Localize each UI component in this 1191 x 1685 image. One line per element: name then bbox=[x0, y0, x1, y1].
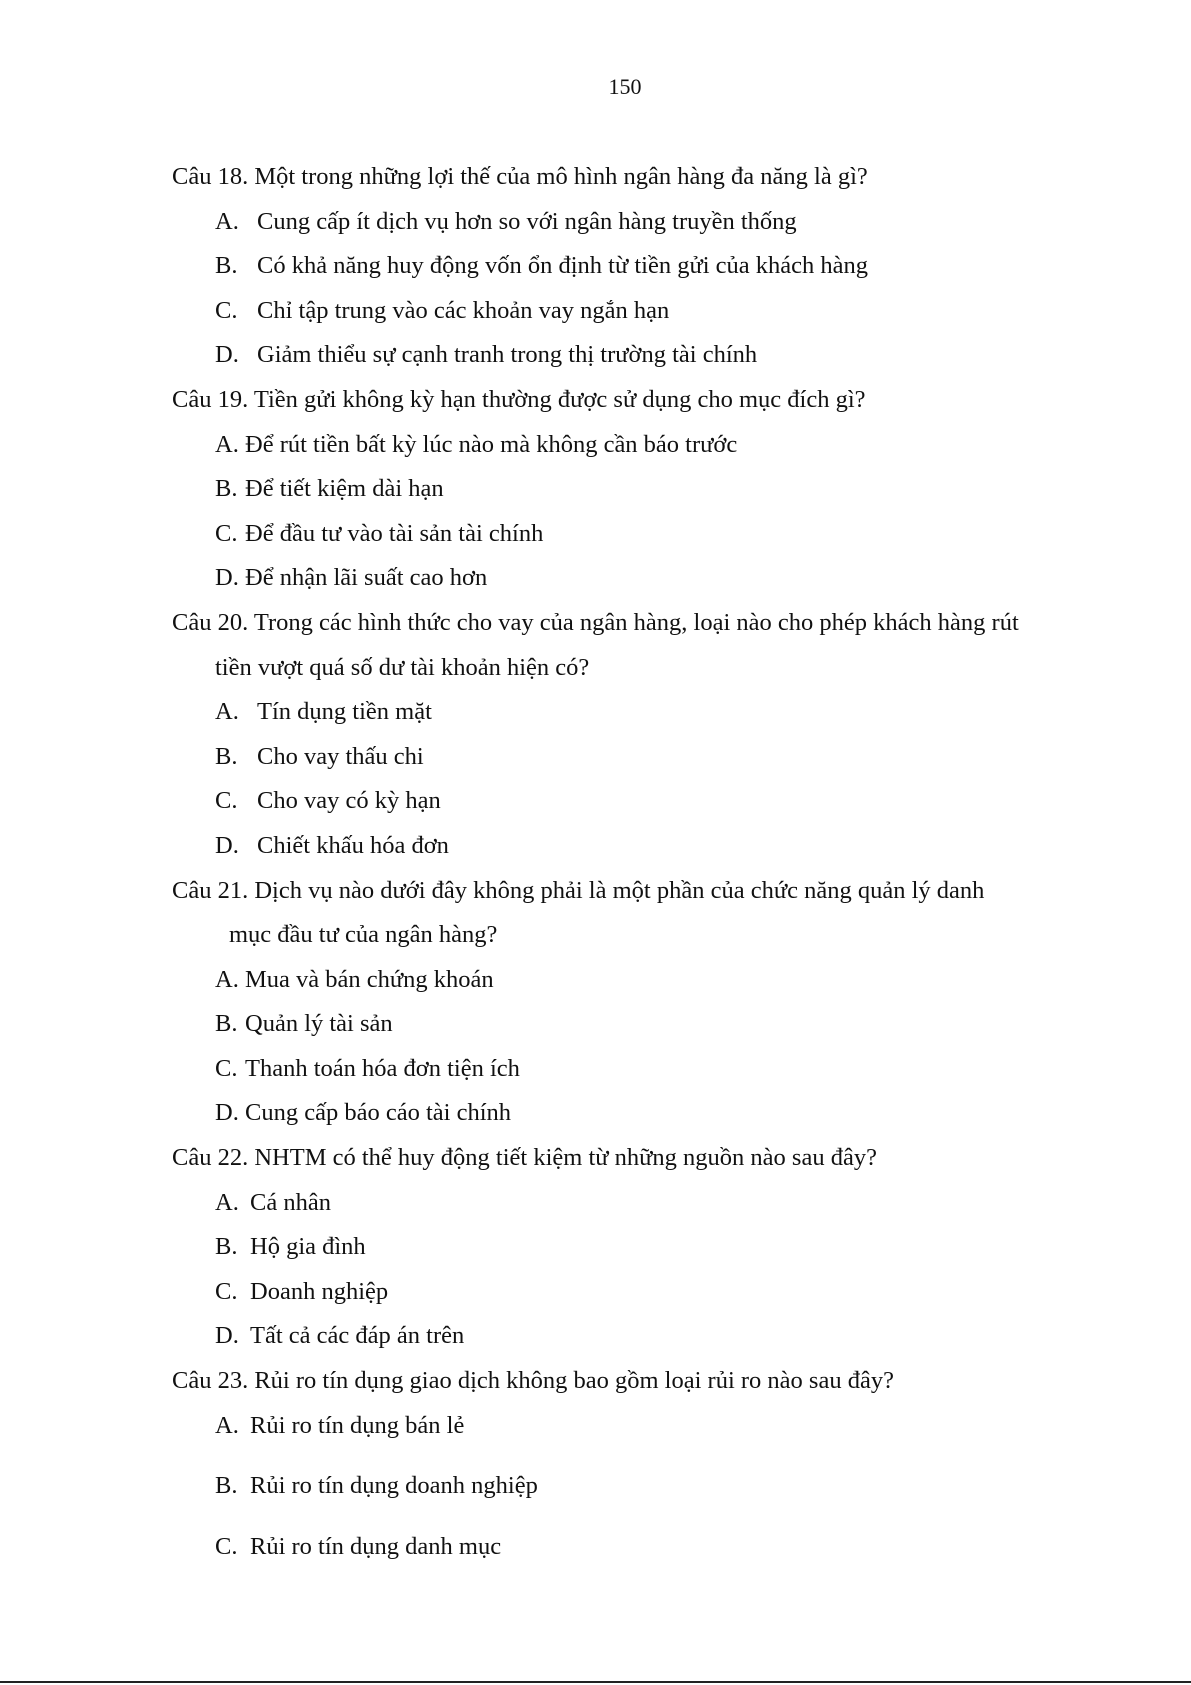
option-label: C. bbox=[215, 1532, 238, 1560]
question-stem: Câu 23. Rủi ro tín dụng giao dịch không bao gồm loại rủi ro nào sau đây? bbox=[172, 1367, 894, 1395]
question-21 bbox=[172, 869, 1132, 1137]
option-text: Hộ gia đình bbox=[250, 1233, 366, 1261]
question-23 bbox=[172, 1359, 1132, 1569]
option-text: Rủi ro tín dụng bán lẻ bbox=[250, 1411, 465, 1439]
option-label: C. bbox=[215, 1277, 238, 1305]
option-label: B. bbox=[215, 1472, 238, 1500]
option-text: Để rút tiền bất kỳ lúc nào mà không cần báo trước bbox=[245, 430, 738, 458]
question-20 bbox=[172, 601, 1132, 869]
option-text: Chiết khấu hóa đơn bbox=[257, 831, 449, 859]
option-label: C. bbox=[215, 1054, 238, 1082]
option-text: Có khả năng huy động vốn ổn định từ tiền gửi của khách hàng bbox=[257, 252, 869, 280]
question-19 bbox=[172, 378, 1132, 601]
option-text: Mua và bán chứng khoán bbox=[245, 965, 494, 993]
option-text: Để đầu tư vào tài sản tài chính bbox=[245, 519, 544, 547]
option-text: Giảm thiểu sự cạnh tranh trong thị trường tài chính bbox=[257, 341, 758, 369]
option-d bbox=[172, 1314, 1132, 1359]
question-stem-continued: tiền vượt quá số dư tài khoản hiện có? bbox=[215, 653, 590, 681]
option-a bbox=[172, 1181, 1132, 1226]
option-text: Quản lý tài sản bbox=[245, 1010, 393, 1038]
option-c bbox=[172, 289, 1132, 334]
option-label: A. bbox=[215, 698, 239, 726]
option-text: Cung cấp ít dịch vụ hơn so với ngân hàng truyền thống bbox=[257, 207, 797, 235]
option-label: D. bbox=[215, 831, 239, 859]
option-text: Tín dụng tiền mặt bbox=[257, 698, 432, 726]
option-text: Tất cả các đáp án trên bbox=[250, 1322, 465, 1350]
option-b bbox=[172, 1002, 1132, 1047]
option-text: Thanh toán hóa đơn tiện ích bbox=[245, 1054, 520, 1082]
option-d bbox=[172, 824, 1132, 869]
option-d bbox=[172, 333, 1132, 378]
option-label: D. bbox=[215, 341, 239, 369]
option-label: A. bbox=[215, 1411, 239, 1439]
question-stem: Câu 20. Trong các hình thức cho vay của ngân hàng, loại nào cho phép khách hàng rút bbox=[172, 608, 1019, 636]
option-c bbox=[172, 779, 1132, 824]
option-text: Để tiết kiệm dài hạn bbox=[245, 475, 444, 503]
option-label: B. bbox=[215, 742, 238, 770]
option-text: Rủi ro tín dụng danh mục bbox=[250, 1532, 502, 1560]
option-label: B. bbox=[215, 1010, 238, 1038]
option-text: Để nhận lãi suất cao hơn bbox=[245, 564, 488, 592]
option-a bbox=[172, 200, 1132, 245]
option-d bbox=[172, 556, 1132, 601]
question-stem: Câu 18. Một trong những lợi thế của mô hình ngân hàng đa năng là gì? bbox=[172, 163, 868, 190]
option-label: C. bbox=[215, 787, 238, 815]
option-label: B. bbox=[215, 1233, 238, 1261]
option-a bbox=[172, 1404, 1132, 1449]
option-text: Chỉ tập trung vào các khoản vay ngắn hạn bbox=[257, 296, 670, 324]
option-label: B. bbox=[215, 252, 238, 280]
question-stem-continued: mục đầu tư của ngân hàng? bbox=[229, 921, 498, 949]
option-b bbox=[172, 244, 1132, 289]
option-c bbox=[172, 1047, 1132, 1092]
option-a bbox=[172, 958, 1132, 1003]
option-label: C. bbox=[215, 296, 238, 324]
question-18 bbox=[172, 155, 1132, 378]
option-label: A. bbox=[215, 430, 239, 458]
option-c bbox=[172, 512, 1132, 557]
option-b bbox=[172, 735, 1132, 780]
option-text: Doanh nghiệp bbox=[250, 1277, 389, 1305]
question-stem: Câu 21. Dịch vụ nào dưới đây không phải là một phần của chức năng quản lý danh bbox=[172, 876, 985, 904]
option-label: A. bbox=[215, 1188, 239, 1216]
option-label: A. bbox=[215, 207, 239, 235]
page-number: 150 bbox=[608, 74, 642, 99]
option-d bbox=[172, 1091, 1132, 1136]
question-22 bbox=[172, 1136, 1132, 1359]
option-text: Cho vay có kỳ hạn bbox=[257, 787, 441, 815]
option-b bbox=[172, 1464, 1132, 1509]
option-text: Cá nhân bbox=[250, 1188, 331, 1216]
option-text: Cho vay thấu chi bbox=[257, 742, 424, 770]
option-label: D. bbox=[215, 1322, 239, 1350]
option-c bbox=[172, 1525, 1132, 1570]
option-text: Cung cấp báo cáo tài chính bbox=[245, 1099, 512, 1127]
page-bottom-border bbox=[0, 1681, 1191, 1683]
question-list bbox=[172, 155, 1132, 1569]
option-text: Rủi ro tín dụng doanh nghiệp bbox=[250, 1472, 538, 1500]
option-label: D. bbox=[215, 564, 239, 592]
option-label: B. bbox=[215, 475, 238, 503]
option-label: C. bbox=[215, 519, 238, 547]
option-label: A. bbox=[215, 965, 239, 993]
question-stem: Câu 19. Tiền gửi không kỳ hạn thường được sử dụng cho mục đích gì? bbox=[172, 385, 866, 413]
option-c bbox=[172, 1270, 1132, 1315]
option-b bbox=[172, 1225, 1132, 1270]
option-b bbox=[172, 467, 1132, 512]
question-stem: Câu 22. NHTM có thể huy động tiết kiệm từ những nguồn nào sau đây? bbox=[172, 1144, 877, 1172]
option-a bbox=[172, 423, 1132, 468]
option-label: D. bbox=[215, 1099, 239, 1127]
option-a bbox=[172, 690, 1132, 735]
